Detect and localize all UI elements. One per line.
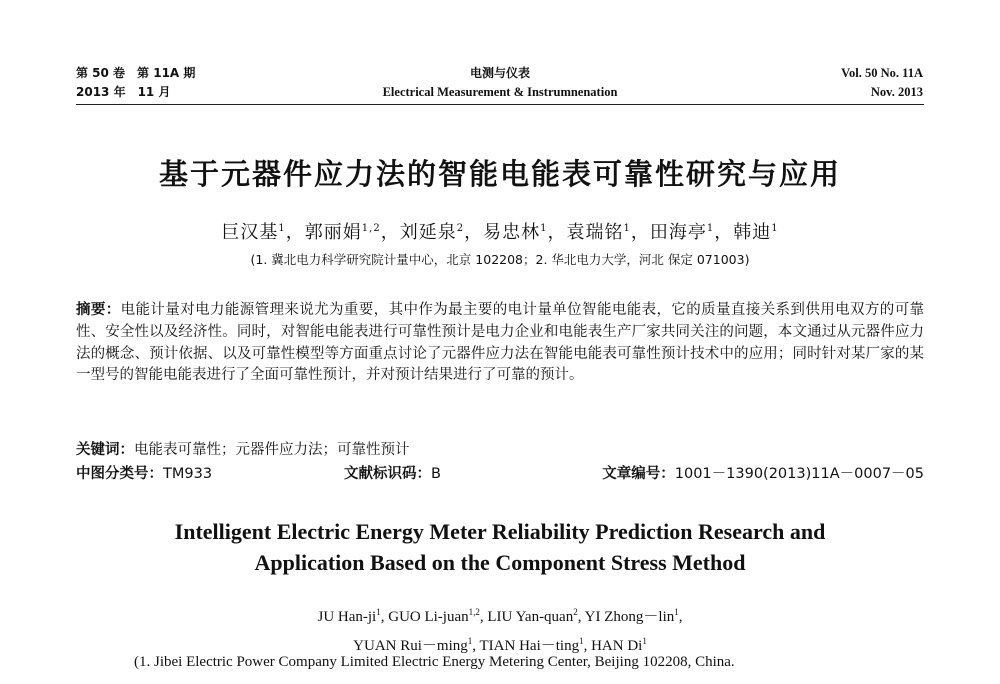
abstract-text: 电能计量对电力能源管理来说尤为重要，其中作为最主要的电计量单位智能电能表，它的质量直接关系到供用电双方的可靠性、安全性以及经济性。同时，对智能电能表进行可靠性预计是电力企业和电能表生产厂家共同关注的问题，本文通过从元器件应力法的概念、预计依据、以及可靠性模型等方面重点讨论了元器件应力法在智能电能表可靠性预计技术中的应用；同时针对某厂家的某一型号的智能电能表进行了全面可靠性预计，并对预计结果进行了可靠的预计。 bbox=[76, 302, 924, 384]
clc-label: 中图分类号： bbox=[76, 466, 163, 482]
cn-author-separator: ， bbox=[464, 222, 484, 243]
article-number bbox=[602, 462, 924, 483]
clc-number bbox=[76, 462, 212, 483]
abstract-label: 摘要： bbox=[76, 302, 121, 318]
cn-author: 刘延泉 bbox=[399, 222, 457, 243]
cn-author-affil-mark: 1 bbox=[278, 223, 286, 234]
cn-author: 韩迪 bbox=[733, 222, 772, 243]
english-title-line: Application Based on the Component Stress Method bbox=[254, 550, 746, 575]
cn-author-affil-mark: 2 bbox=[456, 223, 465, 234]
document-code-label: 文献标识码： bbox=[344, 466, 431, 482]
keywords-label: 关键词： bbox=[76, 442, 134, 458]
en-author-affil-mark: 1 bbox=[376, 607, 381, 617]
en-author-affil-mark: 1 bbox=[674, 607, 679, 617]
en-author: TIAN Hai－ting bbox=[479, 638, 580, 654]
english-affiliation: (1. Jibei Electric Power Company Limited Electric Energy Metering Center, Beijing 102208, China. bbox=[134, 654, 735, 670]
english-authors-line bbox=[0, 600, 1000, 629]
english-title-line: Intelligent Electric Energy Meter Reliability Prediction Research and bbox=[174, 519, 826, 544]
english-authors bbox=[0, 600, 1000, 658]
en-author: JU Han-ji bbox=[317, 609, 377, 625]
en-author: HAN Di bbox=[591, 638, 643, 654]
en-author-affil-mark: 2 bbox=[573, 607, 578, 617]
en-author-affil-mark: 1 bbox=[467, 636, 473, 646]
header-rule bbox=[76, 104, 924, 105]
en-author-separator: , bbox=[479, 609, 488, 625]
header-journal-cn: 电测与仪表 bbox=[469, 66, 530, 80]
cn-author-affil-mark: 1 bbox=[771, 223, 779, 234]
cn-author: 田海亭 bbox=[649, 222, 707, 243]
article-number-value: 1001－1390(2013)11A－0007－05 bbox=[674, 466, 924, 482]
chinese-authors bbox=[0, 218, 1000, 244]
cn-author-affil-mark: 1 bbox=[706, 223, 715, 234]
en-author: YI Zhong－lin bbox=[584, 609, 675, 625]
header-volume-en bbox=[841, 64, 923, 102]
cn-author-separator: ， bbox=[285, 222, 305, 243]
en-author-separator: , bbox=[577, 609, 585, 625]
header-journal-en: Electrical Measurement & Instrumnenation bbox=[382, 85, 618, 99]
english-title bbox=[0, 516, 1000, 578]
chinese-title: 基于元器件应力法的智能电能表可靠性研究与应用 bbox=[158, 157, 841, 191]
en-author-affil-mark: 1 bbox=[579, 636, 584, 646]
en-author-separator: , bbox=[583, 638, 592, 654]
cn-author-affil-mark: 1,2 bbox=[361, 223, 381, 234]
en-author: GUO Li-juan bbox=[388, 609, 469, 625]
abstract bbox=[76, 300, 924, 387]
cn-author-separator: ， bbox=[714, 222, 734, 243]
en-author-affil-mark: 1 bbox=[642, 636, 647, 646]
cn-author: 易忠林 bbox=[483, 222, 541, 243]
en-author-affil-mark: 1,2 bbox=[468, 607, 480, 617]
en-author-separator: , bbox=[678, 609, 683, 625]
en-author: YUAN Rui－ming bbox=[353, 638, 468, 654]
classification-row bbox=[76, 462, 924, 484]
document-code bbox=[344, 462, 441, 483]
en-author-separator: , bbox=[472, 638, 480, 654]
header-vol-no: Vol. 50 No. 11A bbox=[841, 66, 923, 80]
cn-author: 袁瑞铭 bbox=[566, 222, 624, 243]
keywords bbox=[76, 438, 410, 459]
header-date-en: Nov. 2013 bbox=[870, 85, 923, 99]
keywords-text: 电能表可靠性；元器件应力法；可靠性预计 bbox=[134, 442, 410, 458]
cn-author-separator: ， bbox=[380, 222, 400, 243]
chinese-affiliation: (1. 冀北电力科学研究院计量中心，北京 102208；2. 华北电力大学，河北 保定 071003) bbox=[250, 252, 750, 267]
document-code-value: B bbox=[431, 466, 441, 482]
en-author: LIU Yan-quan bbox=[487, 609, 574, 625]
header-volume-issue: 第 50 卷 第 11A 期 bbox=[76, 66, 196, 80]
cn-author-affil-mark: 1 bbox=[540, 223, 548, 234]
cn-author-separator: ， bbox=[547, 222, 567, 243]
cn-author-affil-mark: 1 bbox=[623, 223, 631, 234]
cn-author: 郭丽娟 bbox=[304, 222, 362, 243]
cn-author: 巨汉基 bbox=[221, 222, 279, 243]
article-number-label: 文章编号： bbox=[602, 466, 675, 482]
clc-value: TM933 bbox=[163, 466, 213, 482]
header-date-cn: 2013 年 11 月 bbox=[76, 85, 171, 99]
cn-author-separator: ， bbox=[630, 222, 650, 243]
en-author-separator: , bbox=[380, 609, 389, 625]
